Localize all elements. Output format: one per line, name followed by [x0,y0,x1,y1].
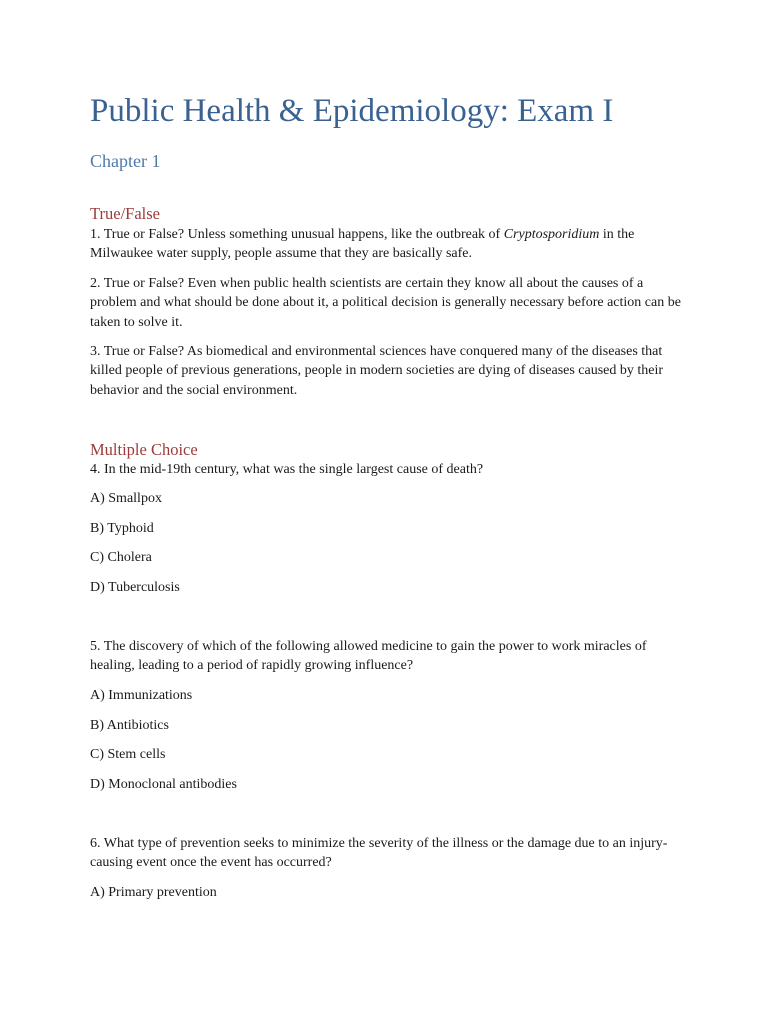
section-heading-multiple-choice: Multiple Choice [90,440,198,459]
question-5-option-c: C) Stem cells [90,747,166,762]
question-6-option-a: A) Primary prevention [90,885,217,900]
question-6: 6. What type of prevention seeks to minimize the severity of the illness or the damage due to an injury-causing event once the event has occurred? [90,836,668,871]
question-4-option-b: B) Typhoid [90,521,154,536]
question-5-option-d: D) Monoclonal antibodies [90,777,237,792]
question-4-option-d: D) Tuberculosis [90,580,180,595]
section-heading-true-false: True/False [90,204,160,223]
question-1-text-end: in the Milwaukee water supply, people assume that they are basically safe. [90,227,635,262]
question-1-italic-term: Cryptosporidium [503,227,600,242]
chapter-heading: Chapter 1 [90,151,161,171]
question-5-option-b: B) Antibiotics [90,718,169,733]
question-5-option-a: A) Immunizations [90,688,193,703]
question-2: 2. True or False? Even when public health scientists are certain they know all about the causes of a problem and what should be done about it, a political decision is generally necessary before action can be taken to solve it. [90,276,681,330]
question-1 [90,225,690,264]
question-4: 4. In the mid-19th century, what was the single largest cause of death? [90,462,484,477]
question-4-option-c: C) Cholera [90,550,152,565]
question-1-text-start: 1. True or False? Unless something unusual happens, like the outbreak of [90,227,504,242]
question-3: 3. True or False? As biomedical and environmental sciences have conquered many of the diseases that killed people of previous generations, people in modern societies are dying of diseases caused by their behavior and the social environment. [90,344,664,398]
question-5: 5. The discovery of which of the following allowed medicine to gain the power to work miracles of healing, leading to a period of rapidly growing influence? [90,639,647,674]
document-title: Public Health & Epidemiology: Exam I [90,93,614,129]
question-4-option-a: A) Smallpox [90,491,162,506]
